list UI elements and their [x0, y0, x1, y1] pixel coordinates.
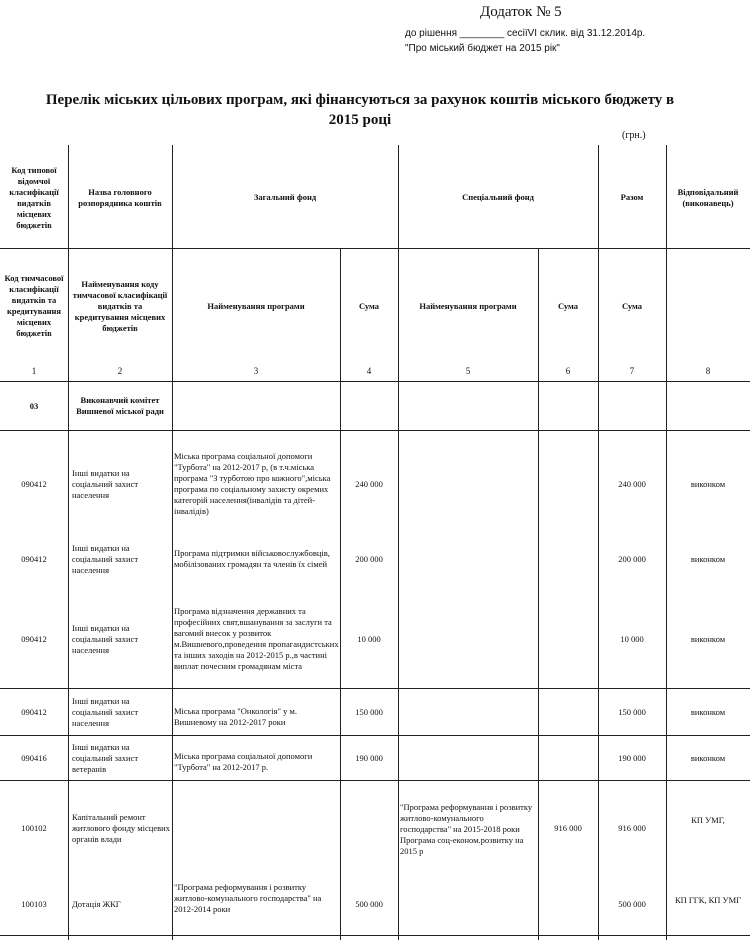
row-program: "Програма реформування і розвитку житлово-комунального господарства" на 2012-2014 роки — [174, 881, 322, 914]
row-program: Міська програма "Онкологія" у м. Вишневому на 2012-2017 роки — [174, 706, 297, 727]
column-number: 6 — [565, 365, 571, 376]
subheader-total-amount: Сума — [621, 300, 643, 311]
row-total: 150 000 — [618, 706, 646, 717]
row-code: 100103 — [21, 898, 47, 909]
row-total: 190 000 — [618, 752, 646, 763]
grid-line — [68, 145, 69, 940]
row-code: 090412 — [21, 706, 47, 717]
row-program: Міська програма соціальної допомоги "Турбота" на 2012-2017 р. — [174, 751, 313, 772]
row-responsible: КП УМГ, — [691, 814, 725, 825]
grid-line — [0, 688, 750, 689]
grid-line — [666, 145, 667, 940]
row-program: Міська програма соціальної допомоги "Турбота" на 2012-2017 р, (в т.ч.міська програма "З турботою про кожного",міська програма по соціальному захисту окремих категорій населення(інвалідів та дітей-інвалідів) — [174, 451, 331, 516]
grid-line — [0, 780, 750, 781]
grid-line — [0, 735, 750, 736]
row-name: Інші видатки на соціальний захист населення — [72, 542, 139, 575]
grid-line — [0, 430, 750, 431]
row-total: 916 000 — [618, 822, 646, 833]
header-special-fund: Спеціальний фонд — [462, 192, 534, 202]
row-amount: 240 000 — [355, 478, 383, 489]
row-code: 090412 — [21, 478, 47, 489]
row-name: Дотація ЖКГ — [72, 898, 121, 909]
header-code-typical: Код типової відомчої класифікації видатків місцевих бюджетів — [9, 164, 59, 230]
row-responsible: виконком — [690, 633, 726, 644]
row-amount: 150 000 — [355, 706, 383, 717]
row-amount: 10 000 — [357, 633, 381, 644]
row-total: 10 000 — [620, 633, 644, 644]
document-title-line1: Перелік міських цільових програм, які фінансуються за рахунок коштів міського бюджету в — [45, 92, 675, 108]
row-amount: 200 000 — [355, 553, 383, 564]
grid-line — [0, 381, 750, 382]
row-total: 500 000 — [618, 898, 646, 909]
section-name: Виконавчий комітет Вишневої міської ради — [76, 395, 164, 416]
row-amount: 190 000 — [355, 752, 383, 763]
subheader-amount: Сума — [358, 300, 380, 311]
subheader-code-temporary: Код тимчасової класифікації видатків та кредитування місцевих бюджетів — [4, 273, 64, 338]
subheader-special-amount: Сума — [557, 300, 579, 311]
grid-line — [0, 935, 750, 936]
column-number: 7 — [629, 365, 635, 376]
grid-line — [0, 248, 750, 249]
row-special-program: "Програма реформування і розвитку житлово-комунального господарства" на 2015-2018 роки Програма соц-економ.розвитку на 2015 р — [400, 801, 533, 856]
row-total: 200 000 — [618, 553, 646, 564]
column-number: 4 — [366, 365, 372, 376]
row-code: 090416 — [21, 752, 47, 763]
row-program: Програма відзначення державних та професійних свят,вшанування за заслуги та вагомий внесок у розвиток м.Вишневого,проведення пропагандистських та інших заходів на 2012-2015 р.,в частині виплат почесним громадянам міста — [174, 606, 339, 671]
header-responsible: Відповідальний (виконавець) — [677, 186, 739, 208]
column-number: 3 — [253, 365, 259, 376]
row-responsible: виконком — [690, 478, 726, 489]
annex-title: Додаток № 5 — [480, 4, 562, 20]
column-number: 1 — [31, 365, 37, 376]
section-code: 03 — [29, 400, 39, 411]
row-code: 090412 — [21, 633, 47, 644]
document-title-line2: 2015 році — [328, 112, 392, 128]
row-name: Інші видатки на соціальний захист населення — [72, 467, 139, 500]
row-code: 100102 — [21, 822, 47, 833]
subheader-code-name: Найменування коду тимчасової класифікації видатків та кредитування місцевих бюджетів — [72, 278, 168, 333]
column-number: 5 — [465, 365, 471, 376]
subheader-program-name: Найменування програми — [207, 300, 305, 311]
row-responsible: виконком — [690, 706, 726, 717]
budget-reference: "Про міський бюджет на 2015 рік" — [405, 43, 560, 54]
row-special-amount: 916 000 — [554, 822, 582, 833]
decision-reference: до рішення ________ сесіїVI склик. від 31.12.2014р. — [405, 28, 646, 39]
row-name: Інші видатки на соціальний захист ветеранів — [72, 741, 139, 774]
header-total: Разом — [620, 192, 644, 202]
header-general-fund: Загальний фонд — [253, 192, 317, 202]
header-manager-name: Назва головного розпорядника коштів — [78, 186, 162, 208]
row-responsible: виконком — [690, 553, 726, 564]
column-number: 8 — [705, 365, 711, 376]
row-code: 090412 — [21, 553, 47, 564]
row-amount: 500 000 — [355, 898, 383, 909]
subheader-special-program-name: Найменування програми — [419, 300, 517, 311]
row-total: 240 000 — [618, 478, 646, 489]
row-responsible: КП ГГК, КП УМГ — [674, 894, 742, 905]
column-number: 2 — [117, 365, 123, 376]
row-program: Програма підтримки військовослужбовців, мобілізованих громадян та членів їх сімей — [174, 548, 330, 569]
row-name: Інші видатки на соціальний захист населення — [72, 622, 139, 655]
row-name: Капітальний ремонт житлового фонду місцевих органів влади — [72, 811, 170, 844]
row-name: Інші видатки на соціальний захист населення — [72, 695, 139, 728]
row-responsible: виконком — [690, 752, 726, 763]
currency-unit: (грн.) — [622, 130, 646, 141]
